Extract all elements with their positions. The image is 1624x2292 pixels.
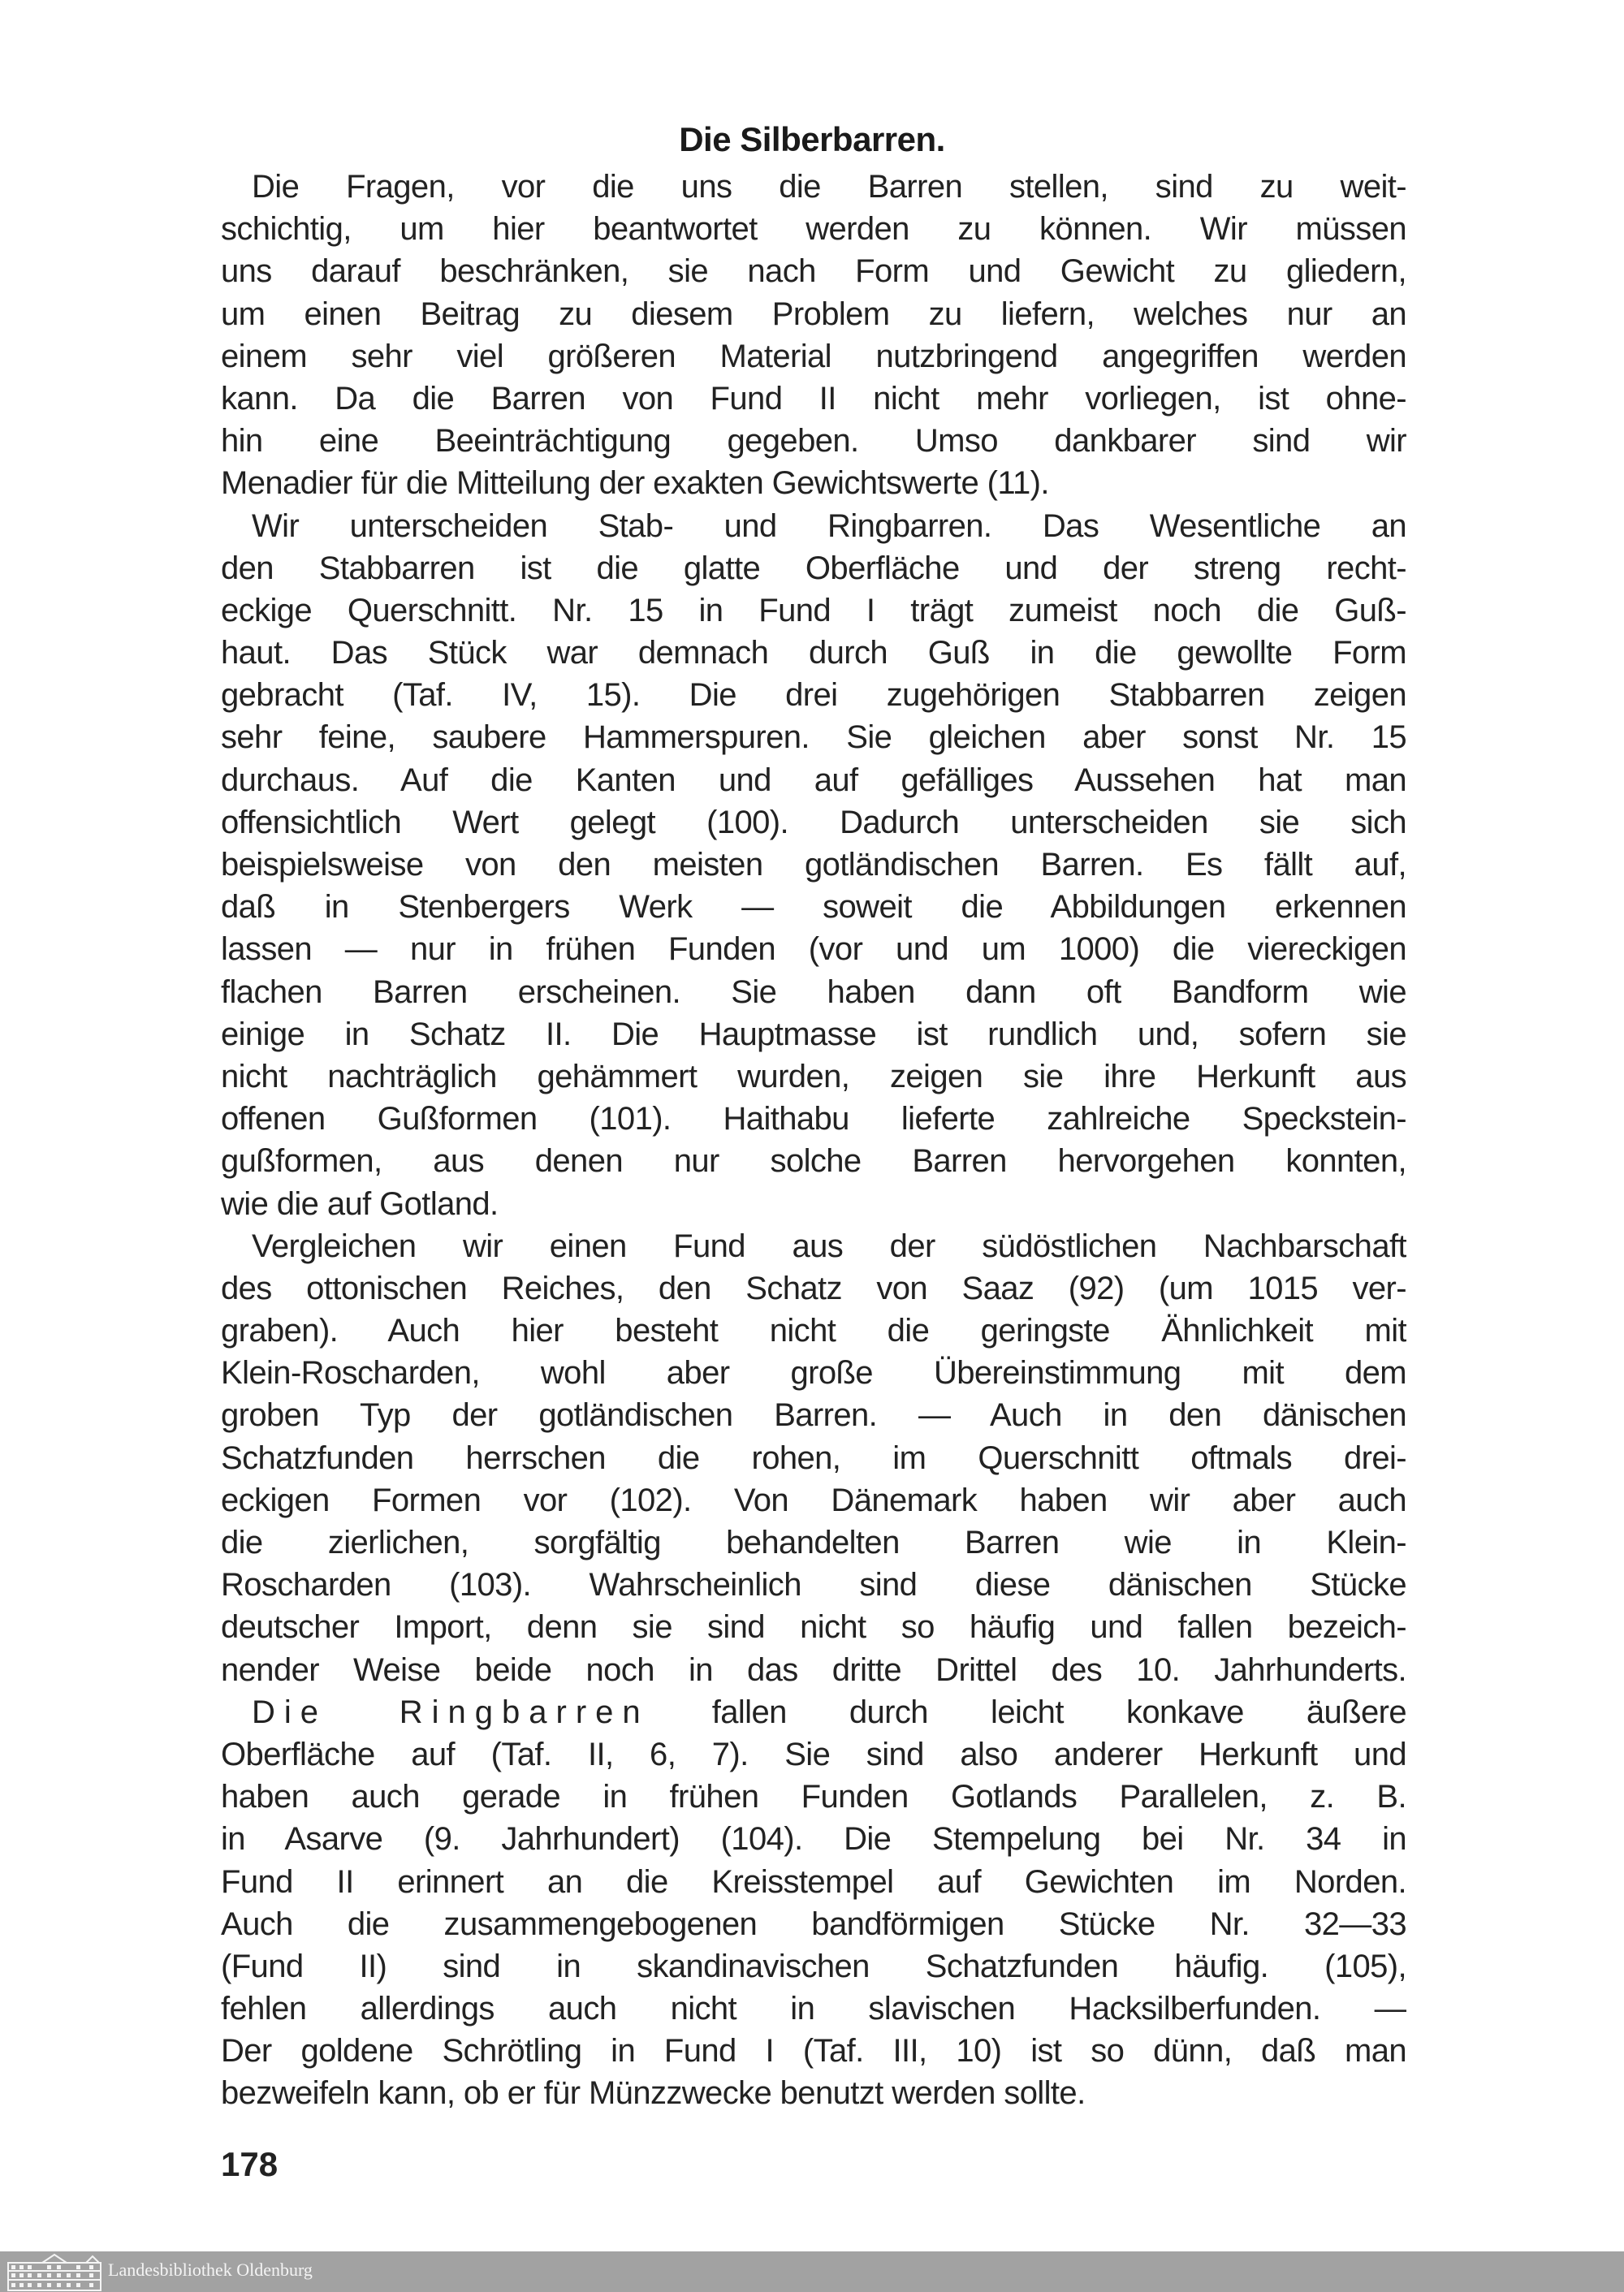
text-line: hin eine Beeinträchtigung gegeben. Umso dankbarer sind wir	[221, 423, 1406, 460]
text-line: uns darauf beschränken, sie nach Form und Gewicht zu gliedern,	[221, 253, 1406, 290]
text-line: haut. Das Stück war demnach durch Guß in die gewollte Form	[221, 635, 1406, 671]
text-line: Schatzfunden herrschen die rohen, im Querschnitt oftmals drei-	[221, 1440, 1406, 1476]
text-line: nender Weise beide noch in das dritte Drittel des 10. Jahrhunderts.	[221, 1651, 1406, 1688]
text-line: Die Fragen, vor die uns die Barren stellen, sind zu weit-	[252, 169, 1406, 205]
footer-bar	[0, 2251, 1624, 2292]
text-line: einige in Schatz II. Die Hauptmasse ist rundlich und, sofern sie	[221, 1016, 1406, 1052]
text-line: in Asarve (9. Jahrhundert) (104). Die Stempelung bei Nr. 34 in	[221, 1821, 1406, 1858]
text-line: flachen Barren erscheinen. Sie haben dann oft Bandform wie	[221, 973, 1406, 1010]
text-line: gußformen, aus denen nur solche Barren hervorgehen konnten,	[221, 1143, 1406, 1180]
text-line: sehr feine, saubere Hammerspuren. Sie gleichen aber sonst Nr. 15	[221, 719, 1406, 756]
text-line: offensichtlich Wert gelegt (100). Dadurch unterscheiden sie sich	[221, 804, 1406, 840]
text-line: offenen Gußformen (101). Haithabu lieferte zahlreiche Speckstein-	[221, 1101, 1406, 1137]
text-line: eckigen Formen vor (102). Von Dänemark haben wir aber auch	[221, 1482, 1406, 1518]
library-name: Landesbibliothek Oldenburg	[108, 2260, 313, 2280]
text-line: durchaus. Auf die Kanten und auf gefälliges Aussehen hat man	[221, 762, 1406, 798]
text-line: eckige Querschnitt. Nr. 15 in Fund I trägt zumeist noch die Guß-	[221, 592, 1406, 628]
text-line: deutscher Import, denn sie sind nicht so häufig und fallen bezeich-	[221, 1609, 1406, 1646]
text-line: den Stabbarren ist die glatte Oberfläche und der streng recht-	[221, 550, 1406, 586]
text-line: Der goldene Schrötling in Fund I (Taf. III, 10) ist so dünn, daß man	[221, 2033, 1406, 2070]
text-line: Roscharden (103). Wahrscheinlich sind diese dänischen Stücke	[221, 1567, 1406, 1604]
text-line: nicht nachträglich gehämmert wurden, zeigen sie ihre Herkunft aus	[221, 1058, 1406, 1094]
text-line: Wir unterscheiden Stab- und Ringbarren. Das Wesentliche an	[252, 507, 1406, 544]
text-line: haben auch gerade in frühen Funden Gotlands Parallelen, z. B.	[221, 1779, 1406, 1815]
text-line: wie die auf Gotland.	[221, 1185, 499, 1222]
text-line: gebracht (Taf. IV, 15). Die drei zugehörigen Stabbarren zeigen	[221, 677, 1406, 714]
text-line: Oberfläche auf (Taf. II, 6, 7). Sie sind also anderer Herkunft und	[221, 1736, 1406, 1772]
page-title: Die Silberbarren.	[679, 120, 945, 158]
text-line: schichtig, um hier beantwortet werden zu können. Wir müssen	[221, 211, 1406, 248]
body-text	[221, 166, 1406, 2115]
text-line: lassen — nur in frühen Funden (vor und um 1000) die viereckigen	[221, 931, 1406, 968]
text-line: (Fund II) sind in skandinavischen Schatzfunden häufig. (105),	[221, 1948, 1406, 1984]
text-line: Klein-Roscharden, wohl aber große Übereinstimmung mit dem	[221, 1355, 1406, 1392]
text-line-rest: fallen durch leicht konkave äußere	[649, 1694, 1406, 1730]
text-line: Menadier für die Mitteilung der exakten Gewichtswerte (11).	[221, 465, 1049, 502]
text-line: einem sehr viel größeren Material nutzbringend angegriffen werden	[221, 338, 1406, 374]
text-line: kann. Da die Barren von Fund II nicht mehr vorliegen, ist ohne-	[221, 380, 1406, 417]
text-line: Fund II erinnert an die Kreisstempel auf Gewichten im Norden.	[221, 1863, 1406, 1900]
library-building-logo-icon	[6, 2253, 102, 2292]
text-line: die zierlichen, sorgfältig behandelten Barren wie in Klein-	[221, 1525, 1406, 1560]
text-line: daß in Stenbergers Werk — soweit die Abbildungen erkennen	[221, 889, 1406, 926]
text-line: groben Typ der gotländischen Barren. — Auch in den dänischen	[221, 1397, 1406, 1434]
text-line: Auch die zusammengebogenen bandförmigen Stücke Nr. 32—33	[221, 1906, 1406, 1942]
text-line: beispielsweise von den meisten gotländischen Barren. Es fällt auf,	[221, 847, 1406, 883]
text-line: Vergleichen wir einen Fund aus der südöstlichen Nachbarschaft	[252, 1228, 1406, 1264]
text-line: des ottonischen Reiches, den Schatz von Saaz (92) (um 1015 ver-	[221, 1270, 1406, 1306]
text-line: fehlen allerdings auch nicht in slavischen Hacksilberfunden. —	[221, 1991, 1406, 2027]
text-line: graben). Auch hier besteht nicht die geringste Ähnlichkeit mit	[221, 1313, 1406, 1349]
spaced-emphasis: Die Ringbarren	[252, 1694, 650, 1730]
text-line	[221, 1691, 1406, 1733]
text-line: um einen Beitrag zu diesem Problem zu liefern, welches nur an	[221, 296, 1406, 332]
page-number: 178	[221, 2145, 279, 2183]
text-line: bezweifeln kann, ob er für Münzzwecke benutzt werden sollte.	[221, 2075, 1086, 2112]
